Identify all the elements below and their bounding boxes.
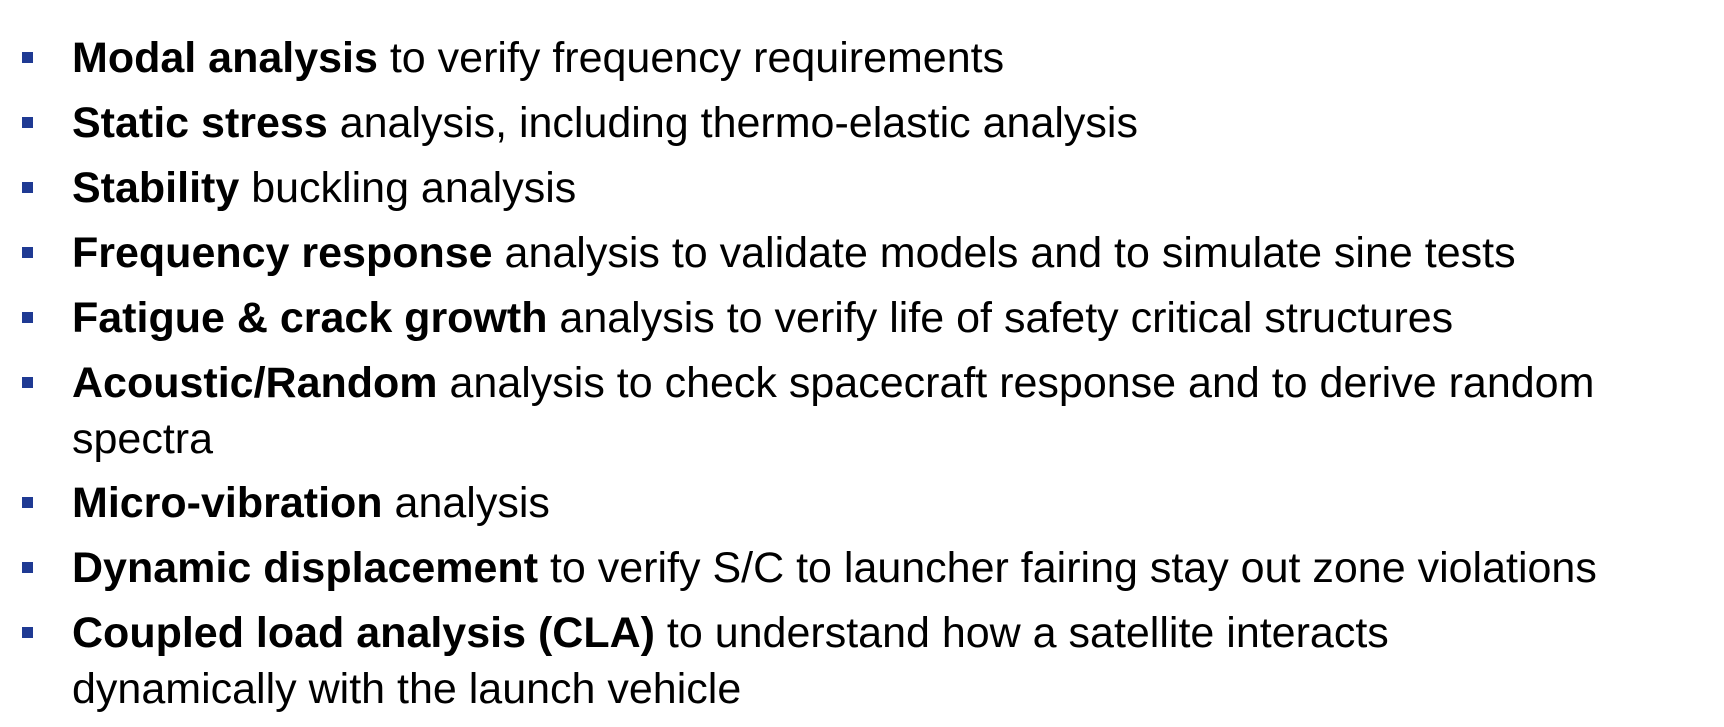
list-item-text — [72, 160, 1722, 216]
list-item-rest: analysis, including thermo-elastic analysis — [327, 99, 1138, 147]
square-bullet-icon — [22, 247, 33, 258]
list-item-text — [72, 95, 1722, 151]
list-item-line — [72, 355, 1722, 411]
list-item-rest: analysis to verify life of safety critical structures — [547, 294, 1454, 342]
list-item-text — [72, 355, 1722, 467]
list-item-bold: Modal analysis — [72, 34, 378, 82]
square-bullet-icon — [22, 312, 33, 323]
square-bullet-icon — [22, 117, 33, 128]
list-item-rest: to verify S/C to launcher fairing stay out zone violations — [538, 544, 1597, 592]
square-bullet-icon — [22, 562, 33, 573]
list-item-rest: analysis — [382, 479, 550, 527]
square-bullet-icon — [22, 377, 33, 388]
list-item-text — [72, 30, 1722, 86]
square-bullet-icon — [22, 627, 33, 638]
list-item-text — [72, 475, 1722, 531]
list-item-bold: Coupled load analysis (CLA) — [72, 609, 655, 657]
list-item-continuation: spectra — [72, 415, 214, 463]
list-item-bold: Micro-vibration — [72, 479, 383, 527]
list-item-rest: buckling analysis — [239, 164, 577, 212]
list-item-text — [72, 605, 1722, 717]
list-item-text — [72, 540, 1722, 596]
list-item-bold: Static stress — [72, 99, 328, 147]
list-item-text — [72, 225, 1722, 281]
list-item-continuation: dynamically with the launch vehicle — [72, 665, 742, 713]
list-item-text — [72, 290, 1722, 346]
list-item-bold: Acoustic/Random — [72, 359, 438, 407]
list-item-rest: analysis to check spacecraft response and to derive random — [437, 359, 1595, 407]
list-item-rest: to verify frequency requirements — [377, 34, 1005, 82]
list-item-line — [72, 605, 1722, 661]
square-bullet-icon — [22, 182, 33, 193]
list-item-rest: analysis to validate models and to simulate sine tests — [492, 229, 1516, 277]
list-item-bold: Stability — [72, 164, 240, 212]
square-bullet-icon — [22, 497, 33, 508]
square-bullet-icon — [22, 52, 33, 63]
list-item-bold: Dynamic displacement — [72, 544, 539, 592]
list-item-rest: to understand how a satellite interacts — [654, 609, 1389, 657]
list-item-bold: Fatigue & crack growth — [72, 294, 548, 342]
list-item-bold: Frequency response — [72, 229, 493, 277]
